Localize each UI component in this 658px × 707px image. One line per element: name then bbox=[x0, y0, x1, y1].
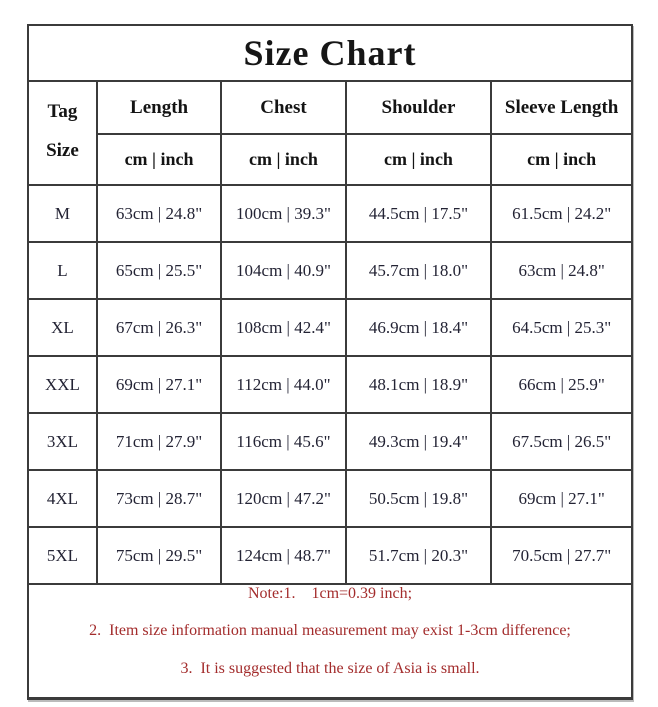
table-row bbox=[28, 527, 632, 584]
measurement-cell: 51.7cm | 20.3" bbox=[346, 527, 492, 584]
notes-list bbox=[28, 584, 632, 699]
measurement-cell: 69cm | 27.1" bbox=[97, 356, 221, 413]
measurement-cell: 73cm | 28.7" bbox=[97, 470, 221, 527]
column-header-length: Length bbox=[97, 81, 221, 134]
measurement-cell: 63cm | 24.8" bbox=[491, 242, 632, 299]
measurement-cell: 45.7cm | 18.0" bbox=[346, 242, 492, 299]
measurement-cell: 112cm | 44.0" bbox=[221, 356, 345, 413]
table-row bbox=[28, 299, 632, 356]
tag-size-cell: M bbox=[28, 185, 97, 242]
measurement-cell: 104cm | 40.9" bbox=[221, 242, 345, 299]
measurement-cell: 100cm | 39.3" bbox=[221, 185, 345, 242]
size-table-body bbox=[28, 185, 632, 584]
notes-row bbox=[28, 584, 632, 699]
table-row bbox=[28, 470, 632, 527]
note-line: 3. It is suggested that the size of Asia is small. bbox=[180, 659, 480, 677]
measurement-cell: 63cm | 24.8" bbox=[97, 185, 221, 242]
measurement-cell: 46.9cm | 18.4" bbox=[346, 299, 492, 356]
tag-size-cell: 5XL bbox=[28, 527, 97, 584]
tag-size-cell: 3XL bbox=[28, 413, 97, 470]
measurement-cell: 124cm | 48.7" bbox=[221, 527, 345, 584]
measurement-cell: 64.5cm | 25.3" bbox=[491, 299, 632, 356]
size-chart-container bbox=[27, 24, 633, 700]
measurement-cell: 71cm | 27.9" bbox=[97, 413, 221, 470]
measurement-cell: 61.5cm | 24.2" bbox=[491, 185, 632, 242]
measurement-cell: 69cm | 27.1" bbox=[491, 470, 632, 527]
table-row bbox=[28, 185, 632, 242]
measurement-cell: 49.3cm | 19.4" bbox=[346, 413, 492, 470]
note-line: Note:1. 1cm=0.39 inch; bbox=[247, 585, 413, 602]
column-header-shoulder: Shoulder bbox=[346, 81, 492, 134]
measurement-cell: 66cm | 25.9" bbox=[491, 356, 632, 413]
measurement-cell: 65cm | 25.5" bbox=[97, 242, 221, 299]
unit-header-chest: cm | inch bbox=[221, 134, 345, 185]
unit-header-shoulder: cm | inch bbox=[346, 134, 492, 185]
measurement-cell: 48.1cm | 18.9" bbox=[346, 356, 492, 413]
table-row bbox=[28, 242, 632, 299]
measurement-cell: 70.5cm | 27.7" bbox=[491, 527, 632, 584]
tag-size-cell: L bbox=[28, 242, 97, 299]
header-row-labels bbox=[28, 81, 632, 134]
note-line: 2. Item size information manual measurement may exist 1-3cm difference; bbox=[89, 622, 571, 640]
table-row bbox=[28, 356, 632, 413]
size-chart-table bbox=[27, 24, 633, 700]
measurement-cell: 108cm | 42.4" bbox=[221, 299, 345, 356]
measurement-cell: 67cm | 26.3" bbox=[97, 299, 221, 356]
header-row-units bbox=[28, 134, 632, 185]
table-row bbox=[28, 413, 632, 470]
column-header-sleeve: Sleeve Length bbox=[491, 81, 632, 134]
unit-header-sleeve: cm | inch bbox=[491, 134, 632, 185]
title-row bbox=[28, 25, 632, 81]
column-header-chest: Chest bbox=[221, 81, 345, 134]
tag-size-cell: XXL bbox=[28, 356, 97, 413]
tag-header-line1: Tag bbox=[47, 100, 78, 122]
page-title: Size Chart bbox=[28, 25, 632, 81]
measurement-cell: 44.5cm | 17.5" bbox=[346, 185, 492, 242]
measurement-cell: 116cm | 45.6" bbox=[221, 413, 345, 470]
unit-header-length: cm | inch bbox=[97, 134, 221, 185]
measurement-cell: 67.5cm | 26.5" bbox=[491, 413, 632, 470]
tag-size-header bbox=[28, 81, 97, 185]
measurement-cell: 120cm | 47.2" bbox=[221, 470, 345, 527]
measurement-cell: 75cm | 29.5" bbox=[97, 527, 221, 584]
tag-header-line2: Size bbox=[46, 139, 79, 161]
tag-size-cell: XL bbox=[28, 299, 97, 356]
measurement-cell: 50.5cm | 19.8" bbox=[346, 470, 492, 527]
tag-size-cell: 4XL bbox=[28, 470, 97, 527]
